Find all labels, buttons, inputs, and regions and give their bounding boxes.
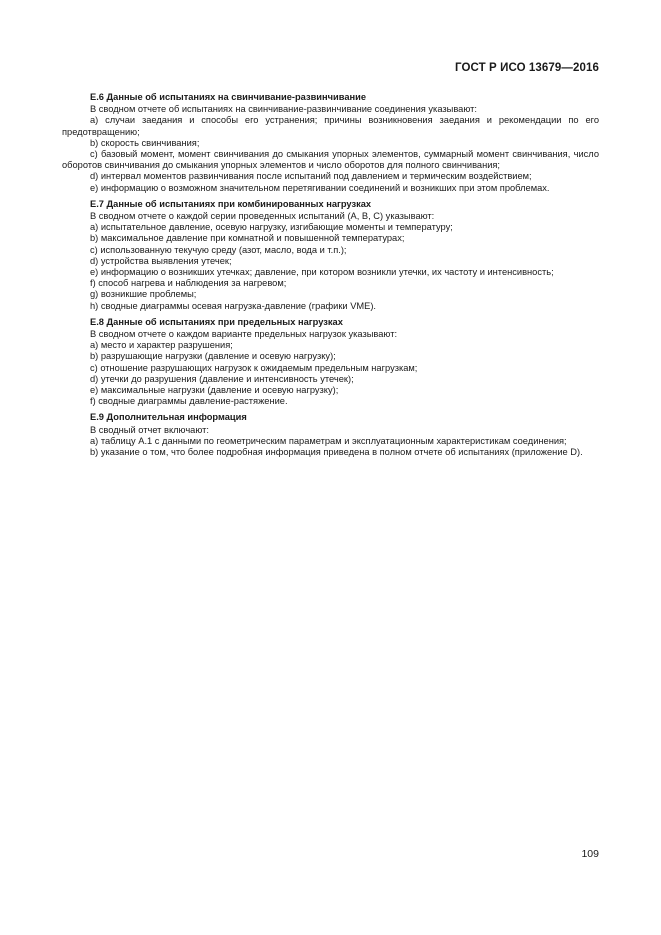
list-item: f) способ нагрева и наблюдения за нагревом; <box>90 278 287 289</box>
page-number: 109 <box>581 848 599 860</box>
list-item: a) место и характер разрушения; <box>90 340 233 351</box>
section-title: Е.8 Данные об испытаниях при предельных нагрузках <box>90 316 343 327</box>
list-item: c) базовый момент, момент свинчивания до смыкания упорных элементов, суммарный момент свинчивания, число оборотов свинчивания до смыкания упорных элементов и число оборотов для полного свинчивания; <box>62 149 599 171</box>
list-item: a) таблицу А.1 с данными по геометрическим параметрам и эксплуатационным характеристикам соединения; <box>90 435 567 446</box>
list-item: b) указание о том, что более подробная информация приведена в полном отчете об испытаниях (приложение D). <box>90 447 583 458</box>
list-item: d) утечки до разрушения (давление и интенсивность утечек); <box>90 373 354 384</box>
list-item: a) испытательное давление, осевую нагрузку, изгибающие моменты и температуру; <box>90 222 453 233</box>
list-item: b) максимальное давление при комнатной и повышенной температурах; <box>90 233 405 244</box>
list-item: f) сводные диаграммы давление-растяжение. <box>90 396 288 407</box>
list-item: b) скорость свинчивания; <box>90 137 200 148</box>
section-e9 <box>62 412 599 458</box>
list-item: c) использованную текучую среду (азот, масло, вода и т.п.); <box>90 244 347 255</box>
list-item: e) максимальные нагрузки (давление и осевую нагрузку); <box>90 385 339 396</box>
section-e7 <box>62 199 599 312</box>
document-body <box>62 92 599 463</box>
list-item: d) интервал моментов развинчивания после испытаний под давлением и термическим воздействием; <box>90 171 532 182</box>
list-item: b) разрушающие нагрузки (давление и осевую нагрузку); <box>90 351 336 362</box>
paragraph: В сводный отчет включают: <box>90 424 209 435</box>
section-title: Е.6 Данные об испытаниях на свинчивание-развинчивание <box>90 92 366 102</box>
document-header: ГОСТ Р ИСО 13679—2016 <box>454 62 599 74</box>
list-item: e) информацию о возможном значительном перетягивании соединений и возникших при этом проблемах. <box>90 182 550 193</box>
list-item: d) устройства выявления утечек; <box>90 255 232 266</box>
section-e8 <box>62 317 599 408</box>
section-title: Е.7 Данные об испытаниях при комбинированных нагрузках <box>90 198 372 209</box>
list-item: c) отношение разрушающих нагрузок к ожидаемым предельным нагрузкам; <box>90 362 418 373</box>
list-item: h) сводные диаграммы осевая нагрузка-давление (графики VME). <box>90 300 377 311</box>
list-item: g) возникшие проблемы; <box>90 289 197 300</box>
paragraph: В сводном отчете о каждом варианте предельных нагрузок указывают: <box>90 329 398 340</box>
paragraph: В сводном отчете об испытаниях на свинчивание-развинчивание соединения указывают: <box>90 104 477 115</box>
paragraph: В сводном отчете о каждой серии проведенных испытаний (А, В, С) указывают: <box>90 211 435 222</box>
section-title: Е.9 Дополнительная информация <box>90 412 247 423</box>
section-e6 <box>62 92 599 194</box>
list-item: e) информацию о возникших утечках; давление, при котором возникли утечки, их частоту и интенсивность; <box>90 267 554 278</box>
list-item: a) случаи заедания и способы его устранения; причины возникновения заедания и рекомендации по его предотвращению; <box>62 115 599 137</box>
